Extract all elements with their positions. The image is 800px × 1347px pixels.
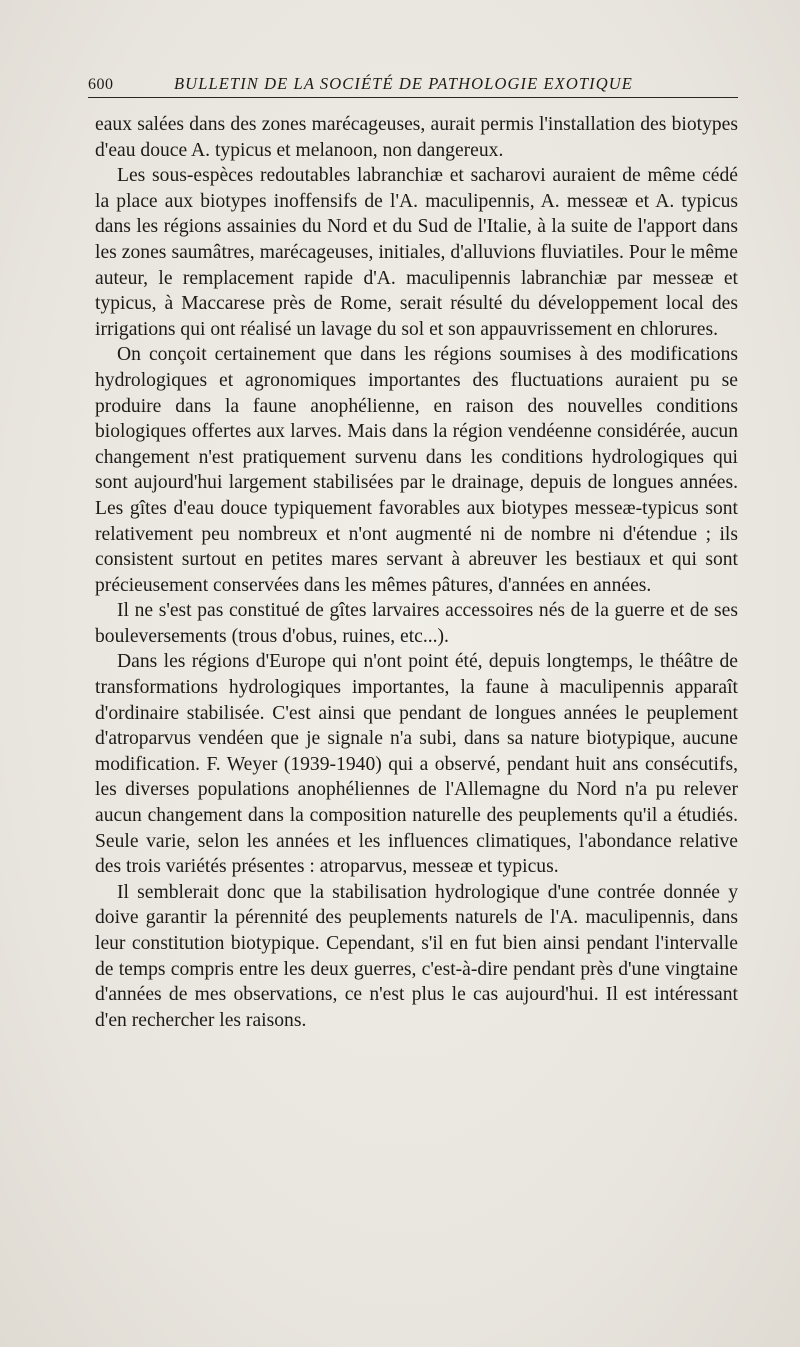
paragraph-4: Il ne s'est pas constitué de gîtes larvaires accessoires nés de la guerre et de ses bouleversements (trous d'obus, ruines, etc...). [95,600,738,647]
paragraph-5: Dans les régions d'Europe qui n'ont point été, depuis longtemps, le théâtre de transformations hydrologiques importantes, la faune à maculipennis apparaît d'ordinaire stabilisée. C'est ainsi que pendant de longues années le peuplement d'atroparvus vendéen que je signale n'a subi, dans sa nature biotypique, aucune modification. F. Weyer (1939-1940) qui a observé, pendant huit ans consécutifs, les diverses populations anophéliennes de l'Allemagne du Nord n'a pu relever aucun changement dans la composition naturelle des peuplements qu'il a étudiés. Seule varie, selon les années et les influences climatiques, l'abondance relative des trois variétés présentes : atroparvus, messeæ et typicus. [95,651,738,878]
body-text [95,112,738,1033]
paragraph-1: eaux salées dans des zones marécageuses, aurait permis l'installation des biotypes d'eau douce A. typicus et melanoon, non dangereux. [95,114,738,161]
paragraph-6: Il semblerait donc que la stabilisation hydrologique d'une contrée donnée y doive garantir la pérennité des peuplements naturels de l'A. maculipennis, dans leur constitution biotypique. Cependant, s'il en fut bien ainsi pendant l'intervalle de temps compris entre les deux guerres, c'est-à-dire pendant près d'une vingtaine d'années de mes observations, ce n'est plus le cas aujourd'hui. Il est intéressant d'en rechercher les raisons. [95,881,738,1031]
running-title: BULLETIN DE LA SOCIÉTÉ DE PATHOLOGIE EXOTIQUE [174,74,633,93]
page-number: 600 [88,76,114,93]
paragraph-3: On conçoit certainement que dans les régions soumises à des modifications hydrologiques et agronomiques importantes des fluctuations auraient pu se produire dans la faune anophélienne, en raison des nouvelles conditions biologiques offertes aux larves. Mais dans la région vendéenne considérée, aucun changement n'est pratiquement survenu dans les conditions hydrologiques qui sont aujourd'hui largement stabilisées par le drainage, depuis de longues années. Les gîtes d'eau douce typiquement favorables aux biotypes messeæ-typicus sont relativement peu nombreux et n'ont augmenté ni de nombre ni d'étendue ; ils consistent surtout en petites mares servant à abreuver les bestiaux et qui sont précieusement conservées dans les mêmes pâtures, d'années en années. [95,344,738,596]
header-rule [88,97,738,98]
paragraph-2: Les sous-espèces redoutables labranchiæ et sacharovi auraient de même cédé la place aux biotypes inoffensifs de l'A. maculipennis, A. messeæ et A. typicus dans les régions assainies du Nord et du Sud de l'Italie, à la suite de l'apport dans les zones saumâtres, marécageuses, initiales, d'alluvions fluviatiles. Pour le même auteur, le remplacement rapide d'A. maculipennis labranchiæ par messeæ et typicus, à Maccarese près de Rome, serait résulté du développement local des irrigations qui ont réalisé un lavage du sol et son appauvrissement en chlorures. [95,165,738,340]
page-header [88,72,738,96]
